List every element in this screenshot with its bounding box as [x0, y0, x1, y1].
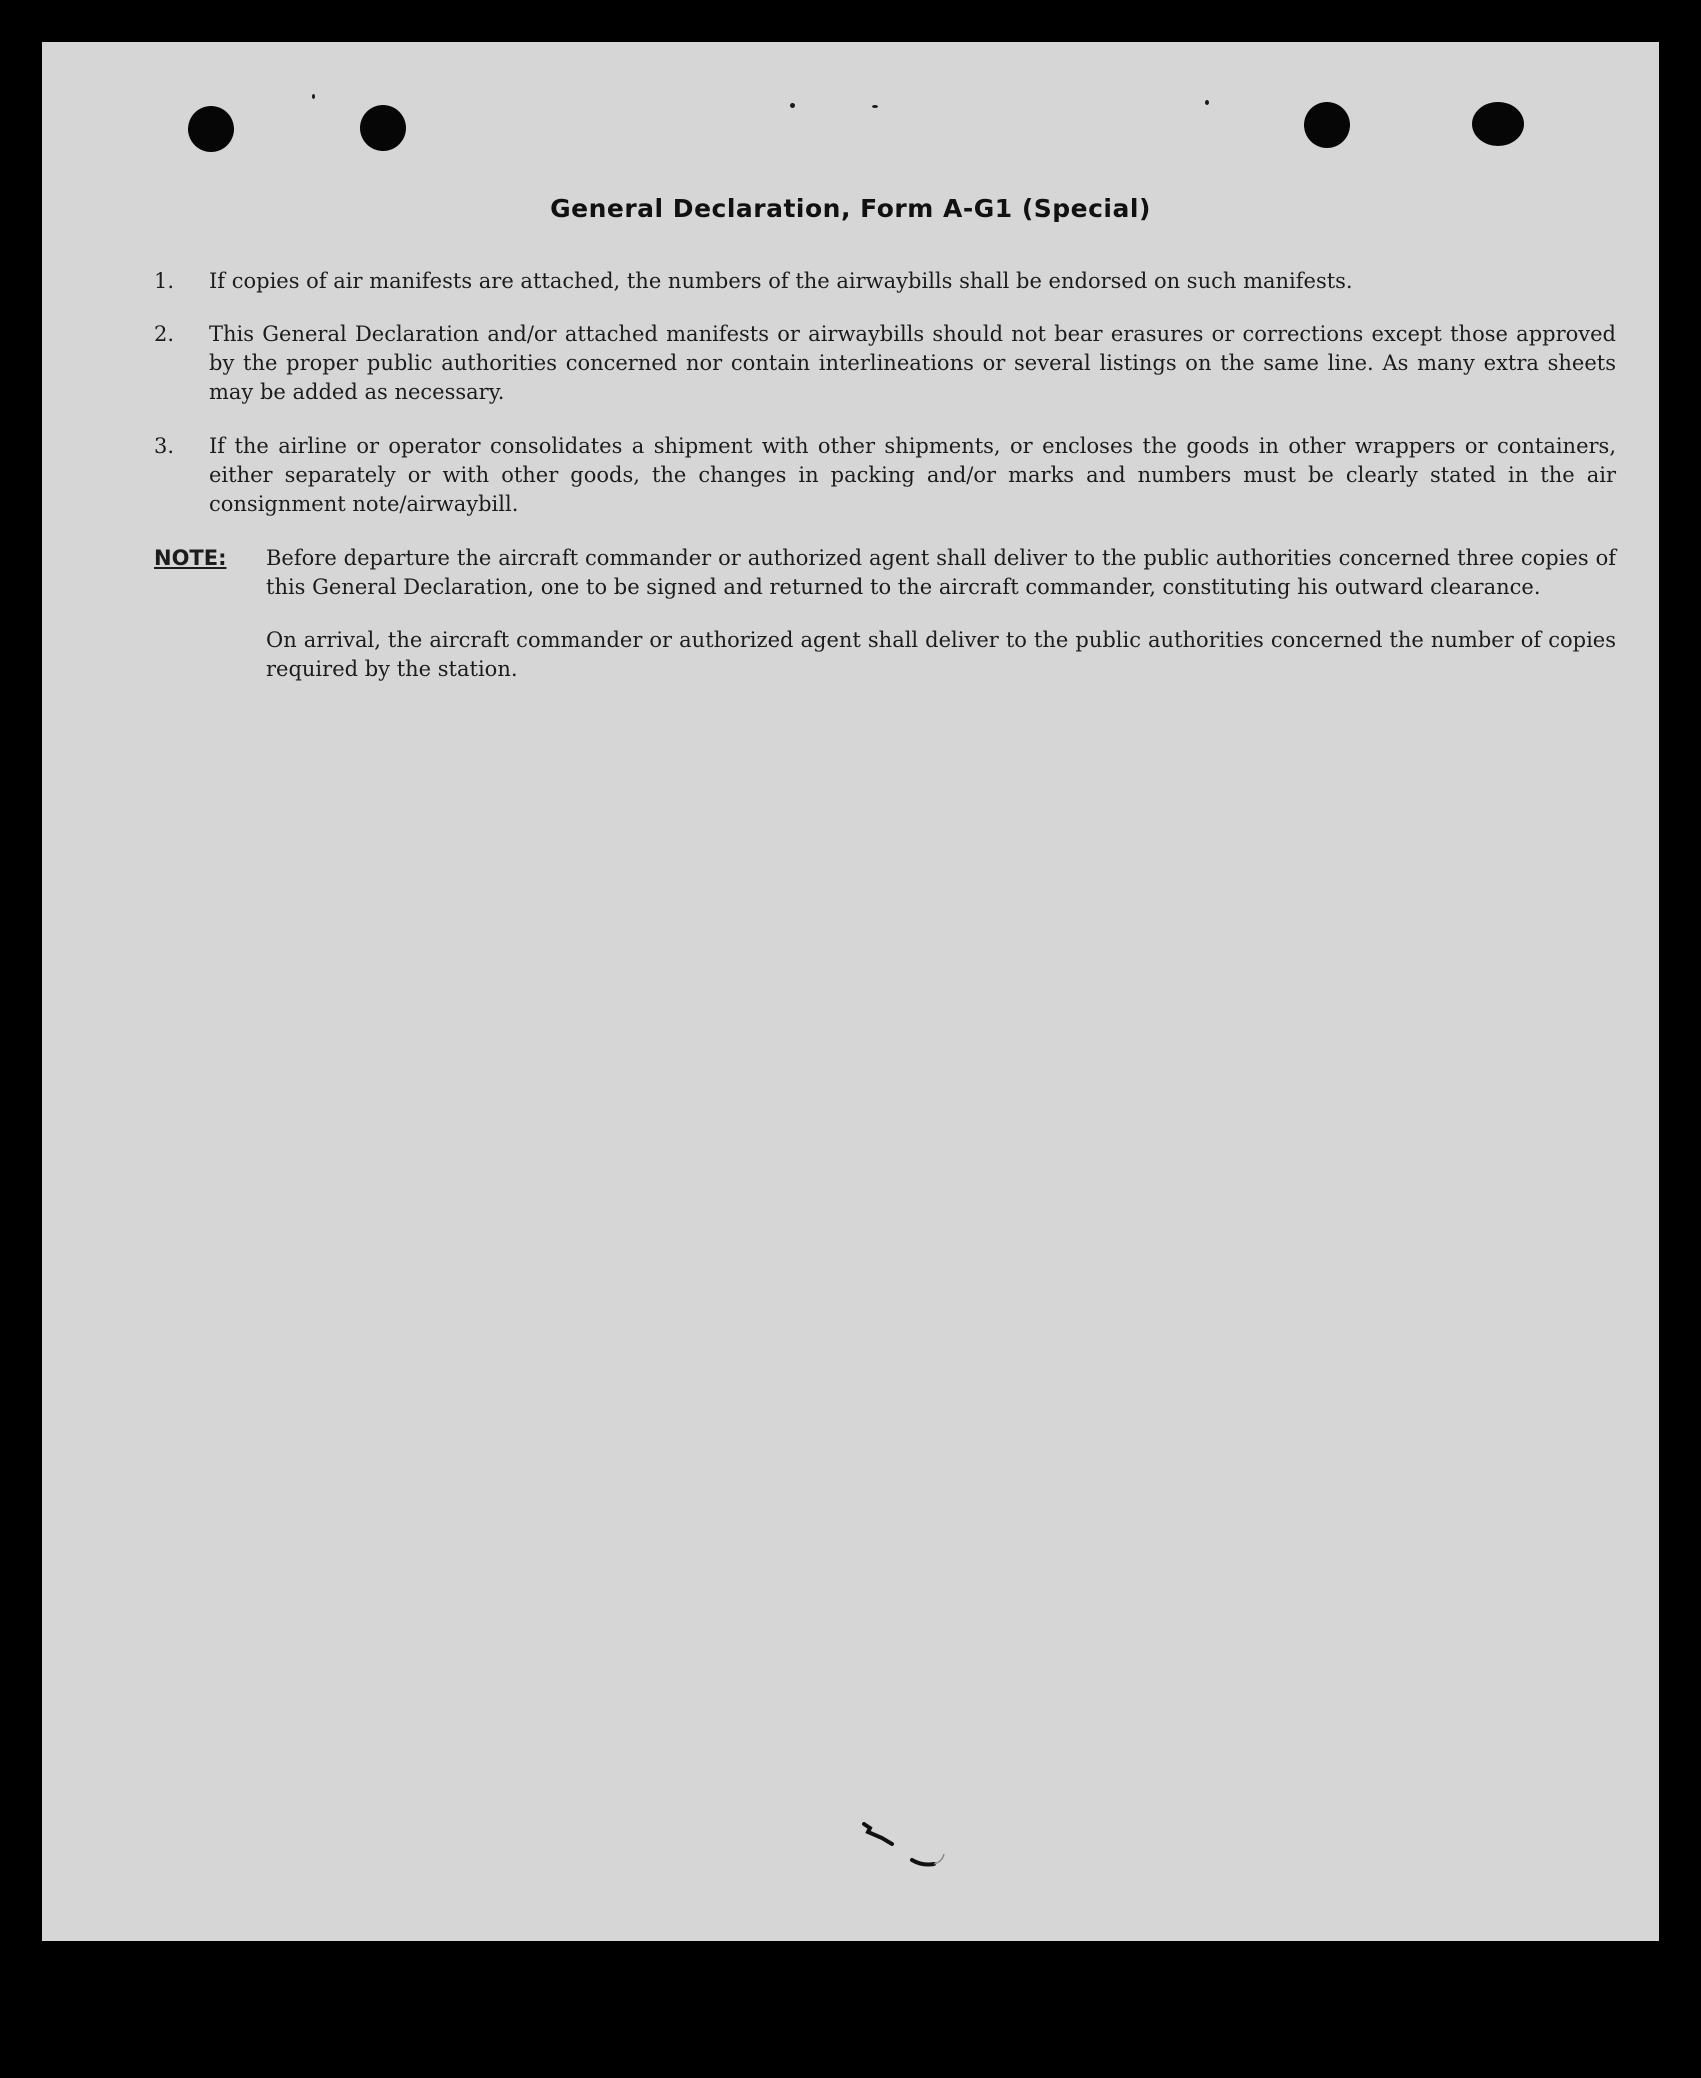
pen-mark — [862, 1822, 962, 1882]
note-section — [154, 544, 1616, 684]
document-page — [42, 42, 1659, 1941]
punch-hole — [360, 105, 406, 151]
note-paragraph: Before departure the aircraft commander or authorized agent shall deliver to the public authorities concerned three copies of this General Declaration, one to be signed and returned to the aircraft commander, constituting his outward clearance. — [266, 546, 1616, 599]
scan-speck — [872, 105, 878, 108]
instruction-item — [154, 267, 1616, 296]
item-number: 1. — [154, 269, 175, 293]
instruction-item — [154, 320, 1616, 407]
item-number: 3. — [154, 434, 175, 458]
document-title: General Declaration, Form A-G1 (Special) — [550, 194, 1151, 223]
item-number: 2. — [154, 322, 175, 346]
scan-speck — [790, 103, 795, 108]
note-paragraph: On arrival, the aircraft commander or authorized agent shall deliver to the public authorities concerned the number of copies required by the station. — [266, 628, 1616, 681]
punch-hole — [188, 106, 234, 152]
scan-speck — [1205, 100, 1209, 105]
item-text: If the airline or operator consolidates a shipment with other shipments, or encloses the goods in other wrappers or containers, either separately or with other goods, the changes in packing and/or marks and numbers must be clearly stated in the air consignment note/airwaybill. — [209, 434, 1616, 516]
note-label: NOTE: — [154, 546, 227, 570]
instruction-item — [154, 432, 1616, 519]
item-text: If copies of air manifests are attached, the numbers of the airwaybills shall be endorsed on such manifests. — [209, 269, 1353, 293]
punch-hole — [1304, 102, 1350, 148]
item-text: This General Declaration and/or attached manifests or airwaybills should not bear erasures or corrections except those approved by the proper public authorities concerned nor contain interlineations or several listings on the same line. As many extra sheets may be added as necessary. — [209, 322, 1616, 404]
scan-speck — [312, 94, 315, 99]
punch-hole — [1472, 102, 1524, 146]
